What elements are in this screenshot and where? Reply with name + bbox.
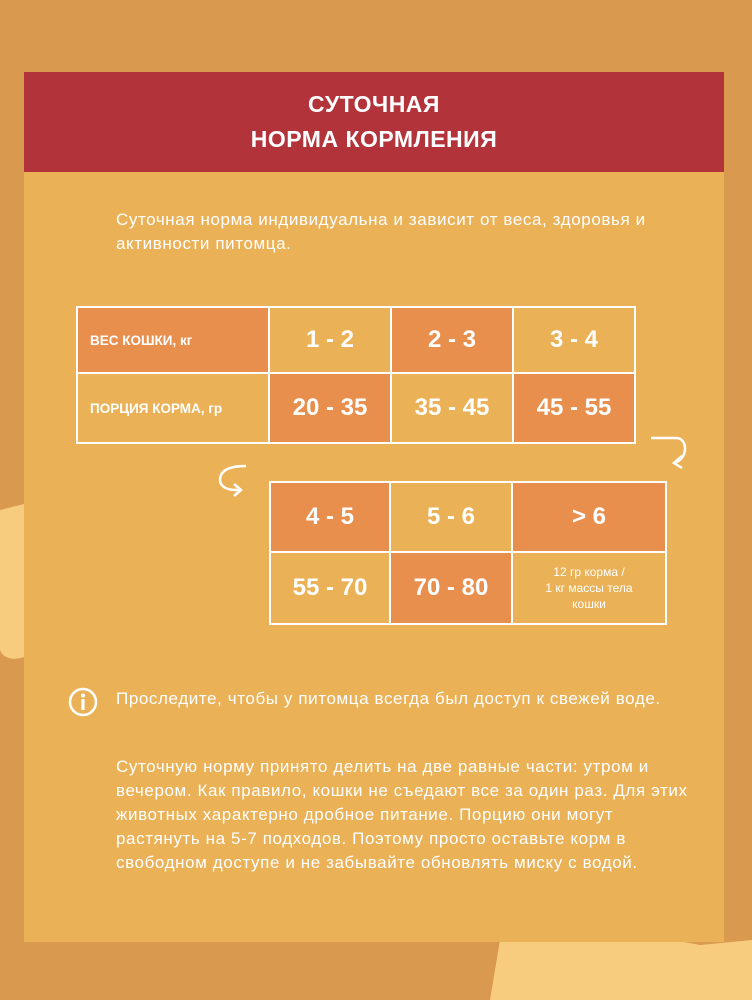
portion-cell: 35 - 45 (391, 373, 513, 443)
curved-arrow-down-right-icon (646, 432, 696, 472)
portion-special-cell (512, 552, 666, 624)
feeding-table-bottom (269, 481, 667, 625)
weight-cell: 2 - 3 (391, 307, 513, 373)
weight-cell: 1 - 2 (269, 307, 391, 373)
weight-cell: 3 - 4 (513, 307, 635, 373)
weight-cell: 4 - 5 (270, 482, 390, 552)
feeding-paragraph: Суточную норму принято делить на две равные части: утром и вечером. Как правило, кошки не съедают все за один раз. Для этих животных характерно дробное питание. Порцию они могут растянуть на 5-7 подходов. Поэтому просто оставьте корм в свободном доступе и не забывайте обновлять миску с водой. (116, 757, 688, 872)
portion-label: ПОРЦИЯ КОРМА, гр (77, 373, 269, 443)
portion-cell: 55 - 70 (270, 552, 390, 624)
portion-cell: 70 - 80 (390, 552, 512, 624)
portion-cell: 20 - 35 (269, 373, 391, 443)
weight-cell: > 6 (512, 482, 666, 552)
page-title-line2: НОРМА КОРМЛЕНИЯ (250, 126, 498, 152)
special-line: 12 гр корма / (553, 565, 625, 579)
special-line: 1 кг массы тела (545, 581, 633, 595)
intro-text: Суточная норма индивидуальна и зависит от веса, здоровья и активности питомца. (116, 210, 646, 253)
feeding-card (24, 72, 724, 942)
page-title-line1: СУТОЧНАЯ (308, 91, 440, 117)
weight-cell: 5 - 6 (390, 482, 512, 552)
water-note: Проследите, чтобы у питомца всегда был доступ к свежей воде. (116, 689, 661, 708)
special-line: кошки (572, 597, 606, 611)
curved-arrow-down-left-icon (216, 462, 256, 502)
info-icon (68, 687, 98, 717)
portion-cell: 45 - 55 (513, 373, 635, 443)
weight-label: ВЕС КОШКИ, кг (77, 307, 269, 373)
feeding-table-top (76, 306, 636, 444)
header-banner (24, 72, 724, 172)
